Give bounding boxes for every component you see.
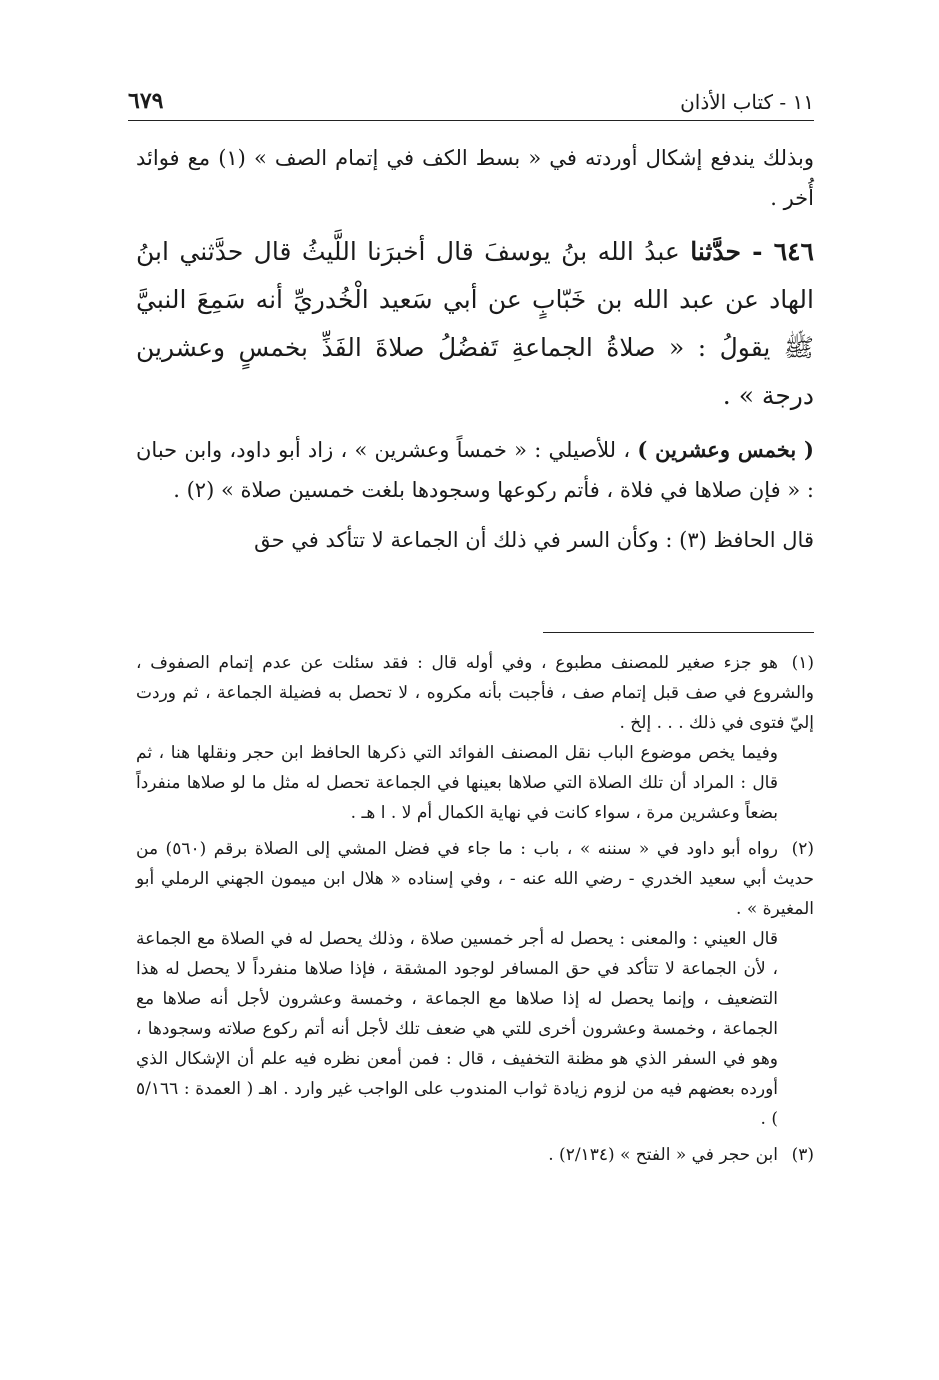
footnote-3-marker: (٣) (791, 1145, 814, 1165)
main-text (136, 138, 814, 570)
footnote-2-text-b: قال العيني : والمعنى : يحصل له أجر خمسين صلاة ، وذلك يحصل له في الصلاة مع الجماعة ، لأن الجماعة لا تتأكد في حق المسافر لوجود المشقة ، فإذا صلاها منفرداً لا يحصل له هذا التضعيف ، وإنما يحصل له إذا صلاها مع الجماعة ، وخمسة وعشرون لأجل أنه صلاها مع الجماعة ، وخمسة وعشرون أخرى للتي هي ضعف تلك لأجل أنه أتم ركوع صلاته وسجودها ، وهو في السفر الذي هو مظنة التخفيف ، قال : فمن أمعن نظره فيه علم أن الإشكال الذي أورده بعضهم فيه من لزوم زيادة ثواب المندوب على الواجب غير وارد . اهـ ( العمدة : ٥/١٦٦ ) . (136, 929, 778, 1129)
footnote-1 (136, 648, 814, 828)
footnote-2 (136, 834, 814, 1134)
footnotes (136, 648, 814, 1176)
footnote-1-text-a: هو جزء صغير للمصنف مطبوع ، وفي أوله قال : فقد سئلت عن عدم إتمام الصفوف ، والشروع في صف قبل إتمام صف ، فأجبت بأنه مكروه ، لا تحصل به فضيلة الجماعة ، ثم وردت إليّ فتوى في ذلك . . . إلخ . (136, 653, 814, 733)
intro-paragraph: وبذلك يندفع إشكال أوردته في « بسط الكف في إتمام الصف » (١) مع فوائد أُخر . (136, 146, 814, 210)
footnote-1-marker: (١) (791, 653, 814, 673)
footnote-2-marker: (٢) (791, 839, 815, 859)
hafiz-paragraph: قال الحافظ (٣) : وكأن السر في ذلك أن الجماعة لا تتأكد في حق (254, 528, 814, 552)
page-number: ٦٧٩ (128, 88, 164, 114)
hadith-paragraph (136, 228, 814, 420)
hadith-number: ٦٤٦ - حدَّثنا (690, 237, 814, 266)
page-header (128, 88, 814, 121)
chapter-title: ١١ - كتاب الأذان (680, 90, 814, 114)
footnote-3-text: ابن حجر في « الفتح » (٢/١٣٤) . (548, 1145, 778, 1165)
footnote-1-text-b: وفيما يخص موضوع الباب نقل المصنف الفوائد التي ذكرها الحافظ ابن حجر ونقلها هنا ، ثم قال : المراد أن تلك الصلاة التي صلاها بعينها في الجماعة تحصل له مثل ما لو صلاها منفرداً بضعاً وعشرين مرة ، سواء كانت في نهاية الكمال أم لا . ا هـ . (136, 743, 778, 823)
commentary-heading: ( بخمس وعشرين ) (637, 437, 814, 462)
commentary-text: ، للأصيلي : « خمساً وعشرين » ، زاد أبو داود، وابن حبان : « فإن صلاها في فلاة ، فأتم ركوعها وسجودها بلغت خمسين صلاة » (٢) . (136, 438, 814, 502)
hadith-text: عبدُ الله بنُ يوسفَ قال أخبرَنا اللَّيثُ قال حدَّثني ابنُ الهاد عن عبد الله بن خَبّابٍ عن أبي سَعيد الْخُدريِّ أنه سَمِعَ النبيَّ ﷺ يقولُ : « صلاةُ الجماعةِ تَفضُلُ صلاةَ الفَذِّ بخمسٍ وعشرين درجة » . (136, 237, 814, 410)
footnote-3 (136, 1140, 814, 1170)
footnote-separator (543, 632, 814, 633)
footnote-2-text-a: رواه أبو داود في « سننه » ، باب : ما جاء في فضل المشي إلى الصلاة برقم (٥٦٠) من حديث أبي سعيد الخدري - رضي الله عنه - ، وفي إسناده « هلال ابن ميمون الجهني الرملي أبو المغيرة » . (136, 839, 814, 919)
commentary-paragraph (136, 430, 814, 510)
